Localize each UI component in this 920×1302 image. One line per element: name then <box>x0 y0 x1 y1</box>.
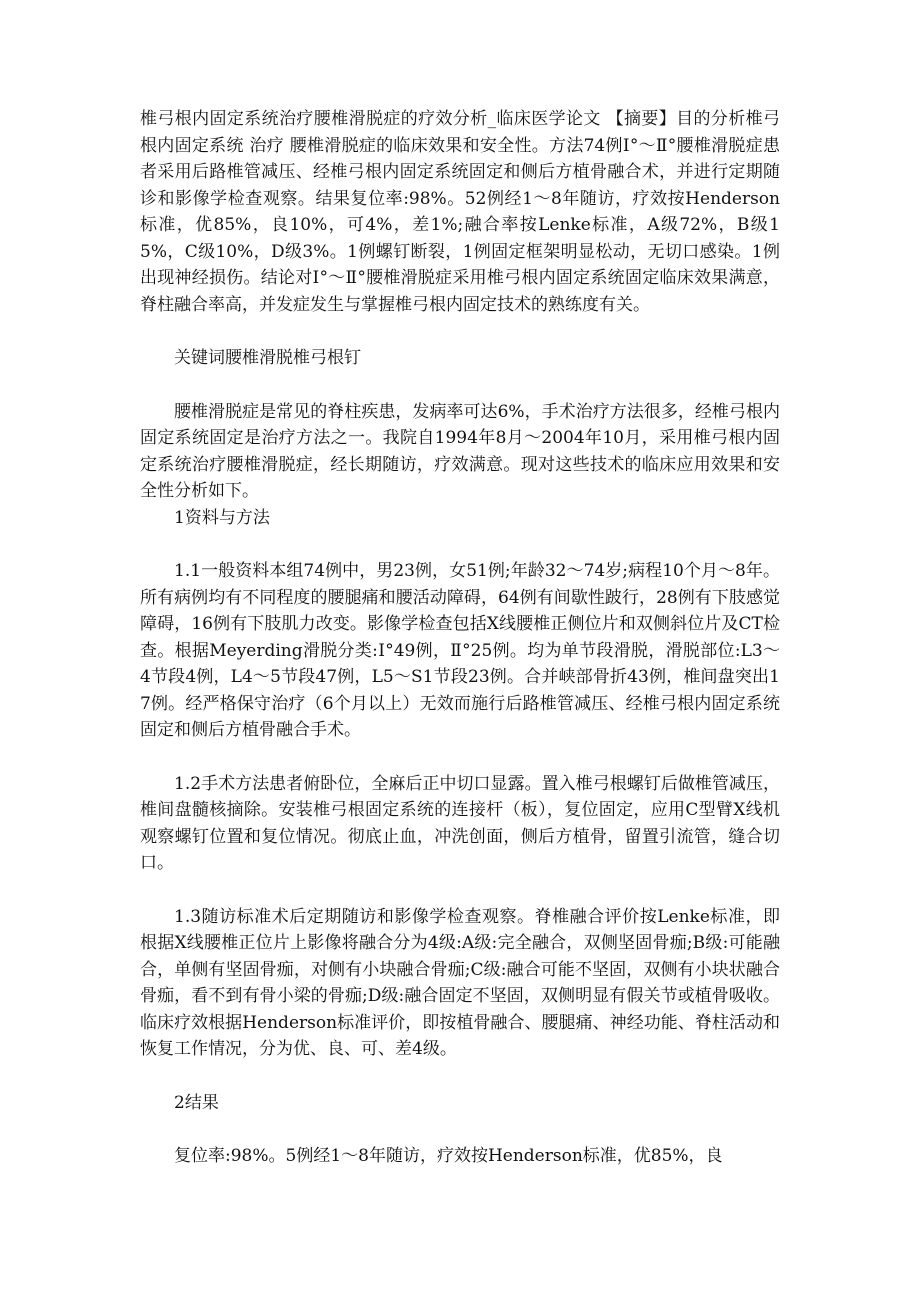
paragraph-gap <box>140 877 780 904</box>
paragraph-gap <box>140 1116 780 1143</box>
section-heading-results: 2结果 <box>174 1092 219 1113</box>
keywords-line: 关键词腰椎滑脱椎弓根钉 <box>174 348 361 368</box>
intro-paragraph: 腰椎滑脱症是常见的脊柱疾患，发病率可达6%，手术治疗方法很多，经椎弓根内固定系统固定是治疗方法之一。我院自1994年8月～2004年10月，采用椎弓根内固定系统治疗腰椎滑脱症，经长期随访，疗效满意。现对这些技术的临床应用效果和安全性分析如下。 <box>140 401 780 501</box>
paragraph-gap <box>140 531 780 558</box>
surgical-method-paragraph: 1.2手术方法患者俯卧位，全麻后正中切口显露。置入椎弓根螺钉后做椎管减压，椎间盘髓核摘除。安装椎弓根固定系统的连接杆（板），复位固定，应用C型臂X线机观察螺钉位置和复位情况。彻底止血，冲洗创面，侧后方植骨，留置引流管，缝合切口。 <box>140 773 780 873</box>
document-page <box>140 106 780 1170</box>
follow-up-criteria-paragraph: 1.3随访标准术后定期随访和影像学检查观察。脊椎融合评价按Lenke标准，即根据X线腰椎正位片上影像将融合分为4级:A级:完全融合，双侧坚固骨痂;B级:可能融合，单侧有坚固骨痂，对侧有小块融合骨痂;C级:融合可能不坚固，双侧有小块状融合骨痂，看不到有骨小梁的骨痂;D级:融合固定不坚固，双侧明显有假关节或植骨吸收。临床疗效根据Henderson标准评价，即按植骨融合、腰腿痛、神经功能、脊柱活动和恢复工作情况，分为优、良、可、差4级。 <box>140 906 780 1059</box>
results-paragraph: 复位率:98%。5例经1～8年随访，疗效按Henderson标准，优85%，良 <box>174 1146 723 1166</box>
paragraph-gap <box>140 372 780 399</box>
paragraph-gap <box>140 1063 780 1090</box>
section-heading-materials-methods: 1资料与方法 <box>174 507 270 528</box>
paragraph-gap <box>140 318 780 345</box>
paragraph-gap <box>140 744 780 771</box>
abstract-paragraph: 椎弓根内固定系统治疗腰椎滑脱症的疗效分析_临床医学论文 【摘要】目的分析椎弓根内固定系统 治疗 腰椎滑脱症的临床效果和安全性。方法74例Ⅰ°～Ⅱ°腰椎滑脱症患者采用后路椎管减压、经椎弓根内固定系统固定和侧后方植骨融合术，并进行定期随诊和影像学检查观察。结果复位率:98%。52例经1～8年随访，疗效按Henderson标准，优85%，良10%，可4%，差1%;融合率按Lenke标准，A级72%，B级15%，C级10%，D级3%。1例螺钉断裂，1例固定框架明显松动，无切口感染。1例出现神经损伤。结论对Ⅰ°～Ⅱ°腰椎滑脱症采用椎弓根内固定系统固定临床效果满意，脊柱融合率高，并发症发生与掌握椎弓根内固定技术的熟练度有关。 <box>140 109 780 315</box>
general-data-paragraph: 1.1一般资料本组74例中，男23例，女51例;年龄32～74岁;病程10个月～8年。所有病例均有不同程度的腰腿痛和腰活动障碍，64例有间歇性跛行，28例有下肢感觉障碍，16例有下肢肌力改变。影像学检查包括X线腰椎正侧位片和双侧斜位片及CT检查。根据Meyerding滑脱分类:Ⅰ°49例，Ⅱ°25例。均为单节段滑脱，滑脱部位:L3～4节段4例，L4～5节段47例，L5～S1节段23例。合并峡部骨折43例，椎间盘突出17例。经严格保守治疗（6个月以上）无效而施行后路椎管减压、经椎弓根内固定系统固定和侧后方植骨融合手术。 <box>140 561 780 740</box>
